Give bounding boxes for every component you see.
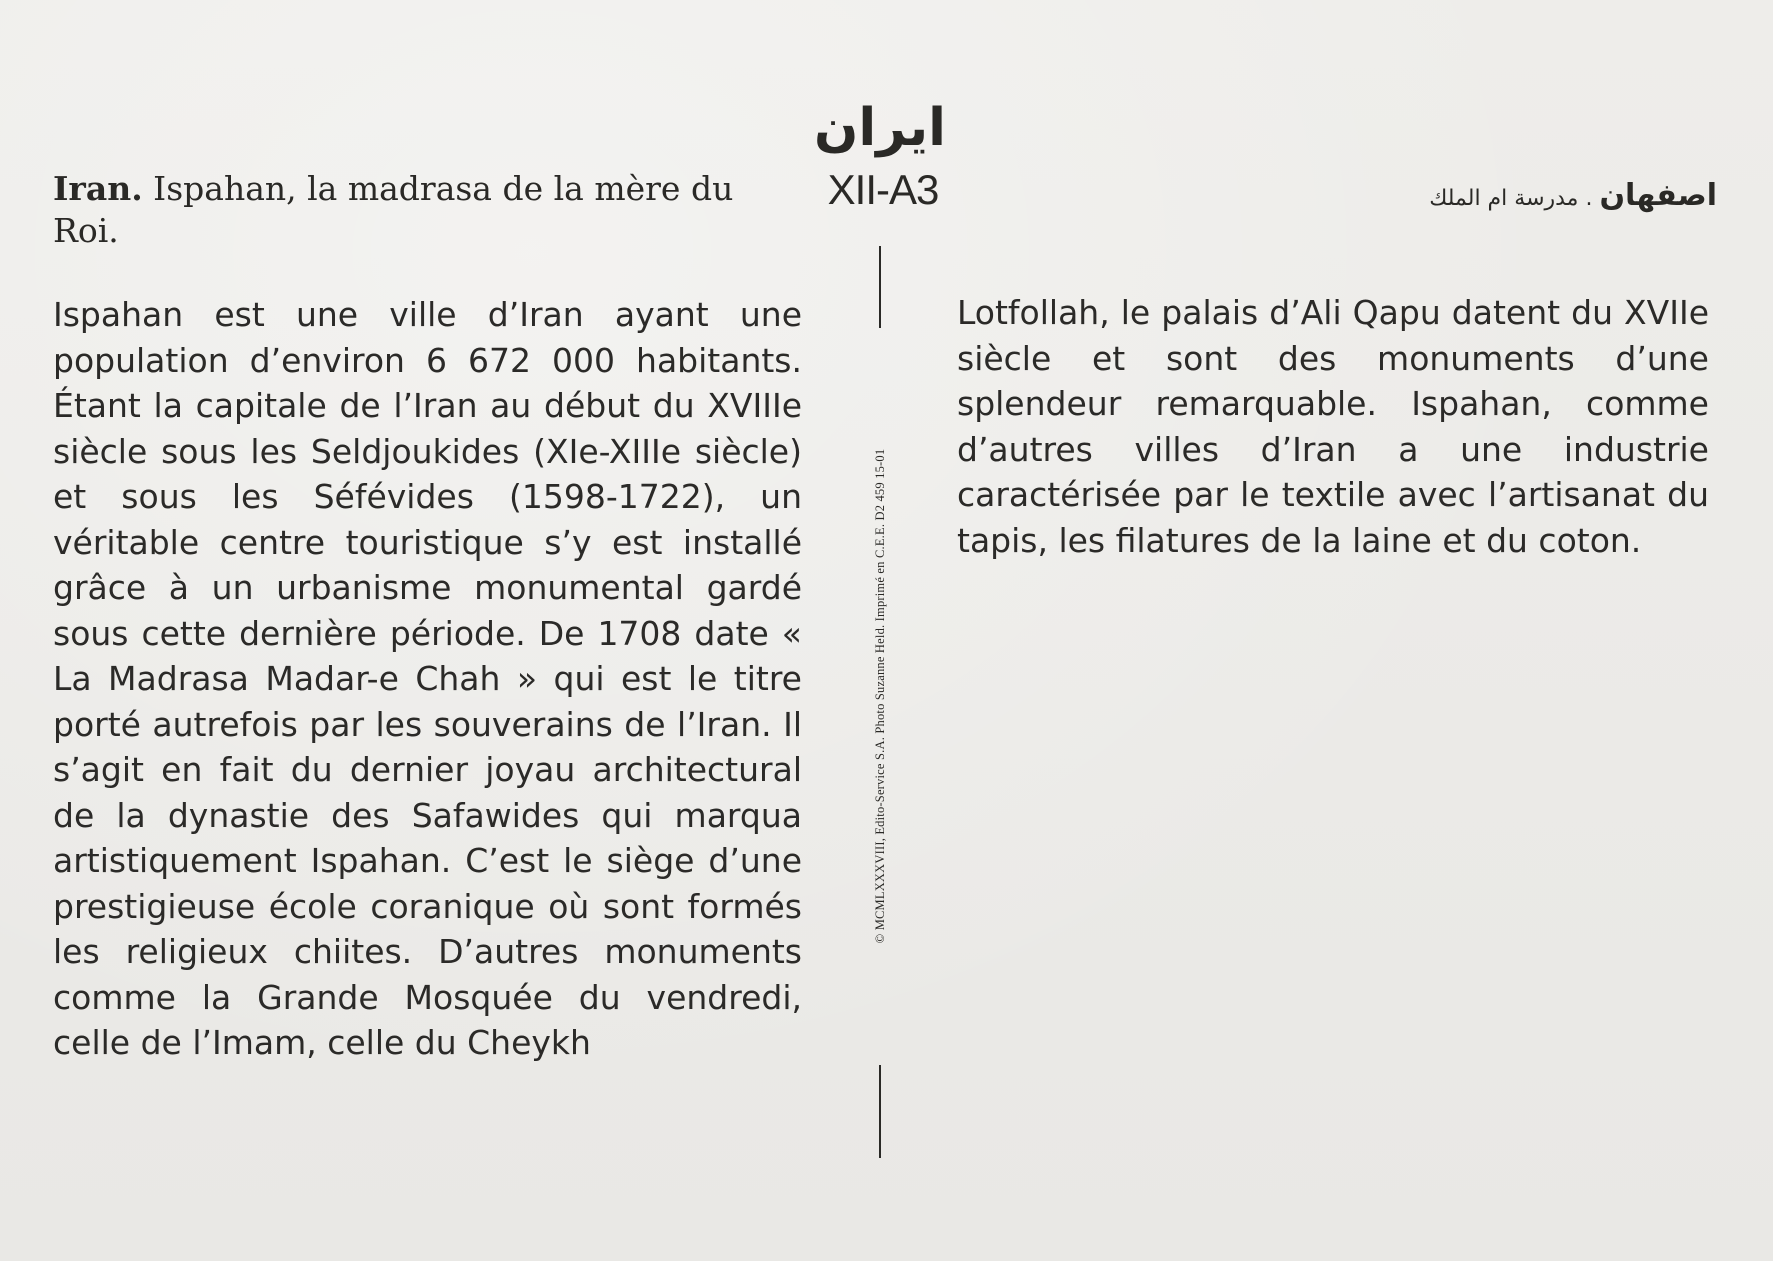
description-text-right: Lotfollah, le palais d’Ali Qapu datent du XVIIe siècle et sont des monuments d’une splendeur remarquable. Ispahan, comme d’autres villes d’Iran a une industrie caractérisée par le textile avec l’artisanat du tapis, les filatures de la laine et du coton. <box>957 293 1709 560</box>
reference-code: XII-A3 <box>827 166 939 213</box>
caption-subject-arabic: . مدرسة ام الملك <box>1429 186 1600 211</box>
description-text-left: Ispahan est une ville d’Iran ayant une population d’environ 6 672 000 habitants. Étant la capitale de l’Iran au début du XVIIIe siècle sous les Seldjoukides (XIe-XIIIe siècle) et sous les Séfévides (1598-1722), un véritable centre touristique s’y est installé grâce à un urbanisme monumental gardé sous cette dernière période. De 1708 date « La Madrasa Madar-e Chah » qui est le titre porté autrefois par les souverains de l’Iran. Il s’agit en fait du dernier joyau architectural de la dynastie des Safawides qui marqua artistiquement Ispahan. C’est le siège d’une prestigieuse école coranique où sont formés les religieux chiites. D’autres monuments comme la Grande Mosquée du vendredi, celle de l’Imam, celle du Cheykh <box>53 295 802 1062</box>
caption-title-arabic <box>1097 176 1717 219</box>
caption-subject: Ispahan, la madrasa de la mère du Roi. <box>53 169 734 250</box>
divider-line-top <box>879 246 881 328</box>
country-name-arabic: ايران <box>814 98 946 158</box>
caption-city-arabic: اصفهان <box>1599 178 1717 213</box>
description-column-right <box>957 290 1709 563</box>
caption-title-french <box>53 168 753 252</box>
caption-country: Iran. <box>53 169 143 208</box>
publisher-credit: © MCMLXXXVIII, Edito-Service S.A. Photo Suzanne Held. Imprimé en C.E.E. D2 459 15-01 <box>873 448 887 944</box>
divider-line-bottom <box>879 1065 881 1158</box>
description-column-left <box>53 292 802 1066</box>
